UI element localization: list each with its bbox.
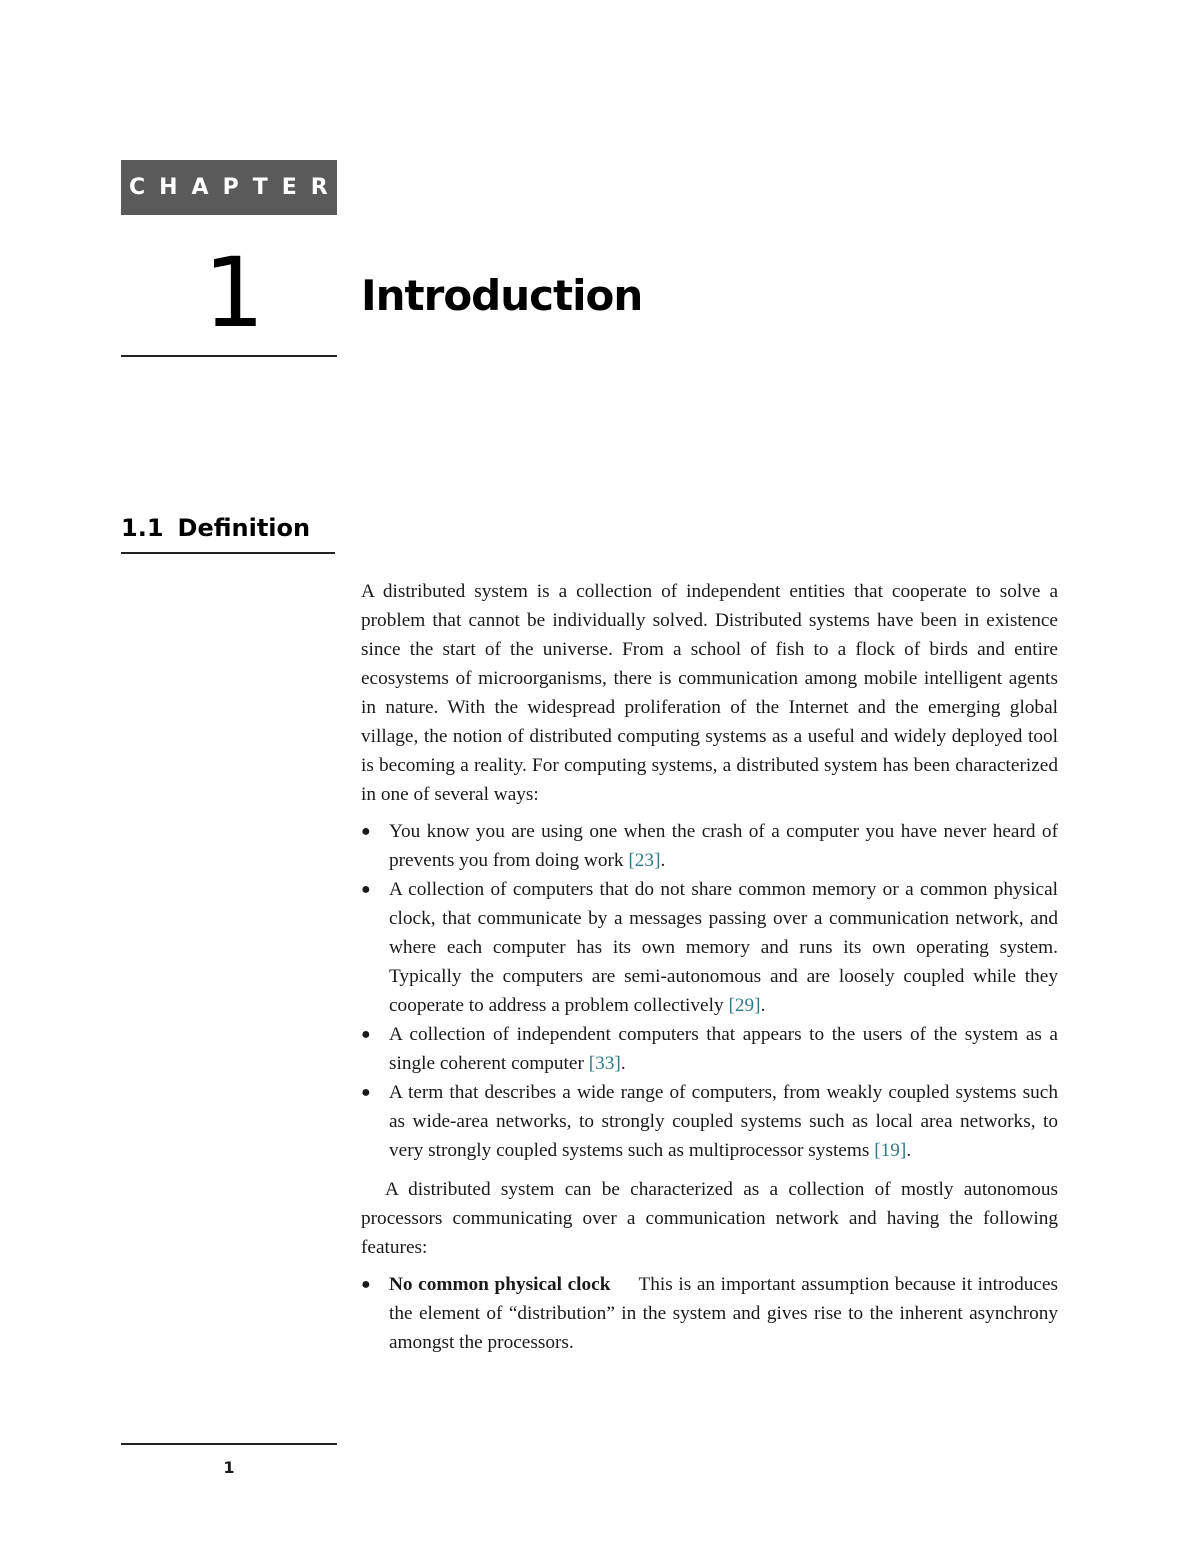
bullet-icon: ●: [361, 823, 371, 840]
paragraph: A distributed system can be characterized as a collection of mostly autonomous processors communicating over a communication network and having the following features:: [361, 1179, 1058, 1258]
citation-link[interactable]: [23]: [628, 850, 661, 871]
list-item: [361, 875, 1058, 1020]
bullet-icon: ●: [361, 1276, 371, 1293]
section-number: 1.1: [121, 514, 164, 542]
list-item-tail: .: [906, 1140, 912, 1161]
list-item: [361, 817, 1058, 875]
list-item-text: A collection of independent computers that appears to the users of the system as a single coherent computer: [389, 1024, 1058, 1074]
bullet-icon: ●: [361, 1084, 371, 1101]
footer-rule: [121, 1443, 337, 1445]
chapter-number: 1: [203, 237, 265, 349]
page-number: 1: [223, 1458, 235, 1477]
paragraph: A distributed system is a collection of independent entities that cooperate to solve a problem that cannot be individually solved. Distributed systems have been in existence since the start of the universe. From a school of fish to a flock of birds and entire ecosystems of microorganisms, there is communication among mobile intelligent agents in nature. With the widespread proliferation of the Internet and the emerging global village, the notion of distributed computing systems as a useful and widely deployed tool is becoming a reality. For computing systems, a distributed system has been characterized in one of several ways:: [361, 581, 1058, 805]
list-item: [361, 1020, 1058, 1078]
chapter-title: Introduction: [361, 271, 643, 320]
list-item-text: A term that describes a wide range of computers, from weakly coupled systems such as wide-area networks, to strongly coupled systems such as local area networks, to very strongly coupled systems such as multiprocessor systems: [389, 1082, 1058, 1161]
list-item-tail: .: [760, 995, 766, 1016]
chapter-rule: [121, 355, 337, 357]
list-item-text: You know you are using one when the crash of a computer you have never heard of prevents you from doing work: [389, 821, 1058, 871]
body-text: [361, 577, 1058, 1357]
bullet-icon: ●: [361, 881, 371, 898]
list-item-text: A collection of computers that do not share common memory or a common physical clock, that communicate by a messages passing over a communication network, and where each computer has its own memory and runs its own operating system. Typically the computers are semi-autonomous and are loosely coupled while they cooperate to address a problem collectively: [389, 879, 1058, 1016]
section-rule: [121, 552, 335, 554]
definition-list: [361, 817, 1058, 1165]
citation-link[interactable]: [33]: [588, 1053, 621, 1074]
list-item: [361, 1270, 1058, 1357]
list-item-tail: .: [620, 1053, 626, 1074]
list-item: [361, 1078, 1058, 1165]
chapter-label: CHAPTER: [121, 160, 337, 215]
section-title: Definition: [177, 514, 311, 542]
bullet-icon: ●: [361, 1026, 371, 1043]
feature-list: [361, 1270, 1058, 1357]
feature-term: No common physical clock: [389, 1274, 611, 1295]
feature-text: This is an important assumption because it introduces the element of “distribution” in the system and gives rise to the inherent asynchrony amongst the processors.: [389, 1274, 1058, 1353]
list-item-tail: .: [660, 850, 666, 871]
citation-link[interactable]: [29]: [728, 995, 761, 1016]
citation-link[interactable]: [19]: [874, 1140, 907, 1161]
section-heading: [121, 510, 310, 546]
